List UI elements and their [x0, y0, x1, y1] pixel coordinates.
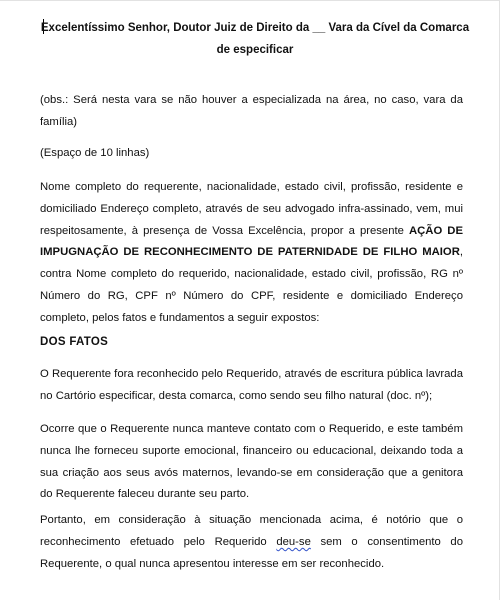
conclusion-paragraph[interactable] [40, 510, 463, 575]
obs-paragraph[interactable]: (obs.: Será nesta vara se não houver a especializada na área, no caso, vara da família) [40, 94, 463, 128]
conclusion-text-part2: sem o consentimento do Requerente, o qual nunca apresentou interesse em ser reconhecido. [40, 535, 463, 570]
conclusion-text-part1: Portanto, em consideração à situação mencionada acima, é notório que o reconhecimento efetuado pelo Requerido [40, 514, 463, 548]
document-title[interactable] [40, 17, 470, 61]
section-heading-dos-fatos[interactable]: DOS FATOS [40, 336, 109, 348]
intro-text-part2: , contra Nome completo do requerido, nacionalidade, estado civil, profissão, RG nº Número do RG, CPF nº Número do CPF, residente e domiciliado Endereço completo, pelos fatos e fundamentos a seguir expostos: [40, 246, 463, 324]
page-top-edge [0, 0, 500, 1]
facts-paragraph-1[interactable]: O Requerente fora reconhecido pelo Requerido, através de escritura pública lavrada no Cartório especificar, desta comarca, como sendo seu filho natural (doc. nº); [40, 368, 463, 402]
intro-text-part1: Nome completo do requerente, nacionalidade, estado civil, profissão, residente e domiciliado Endereço completo, através de seu advogado infra-assinado, vem, mui respeitosamente, à presença de Vossa Excelência, propor a presente [40, 181, 463, 237]
title-line-2: de especificar [216, 44, 294, 56]
action-title: AÇÃO DE IMPUGNAÇÃO DE RECONHECIMENTO DE PATERNIDADE DE FILHO MAIOR [40, 224, 464, 259]
facts-paragraph-2[interactable]: Ocorre que o Requerente nunca manteve contato com o Requerido, e este também nunca lhe forneceu suporte emocional, financeiro ou educacional, deixando toda a sua criação aos seus avós maternos, levando-se em consideração que a genitora do Requerente faleceu durante seu parto. [40, 423, 463, 501]
spacing-note[interactable]: (Espaço de 10 linhas) [40, 147, 150, 159]
spellcheck-flagged-word[interactable]: deu-se [276, 535, 311, 548]
intro-paragraph[interactable] [40, 177, 463, 330]
title-line-1: Excelentíssimo Senhor, Doutor Juiz de Direito da __ Vara da Cível da Comarca [40, 22, 470, 34]
